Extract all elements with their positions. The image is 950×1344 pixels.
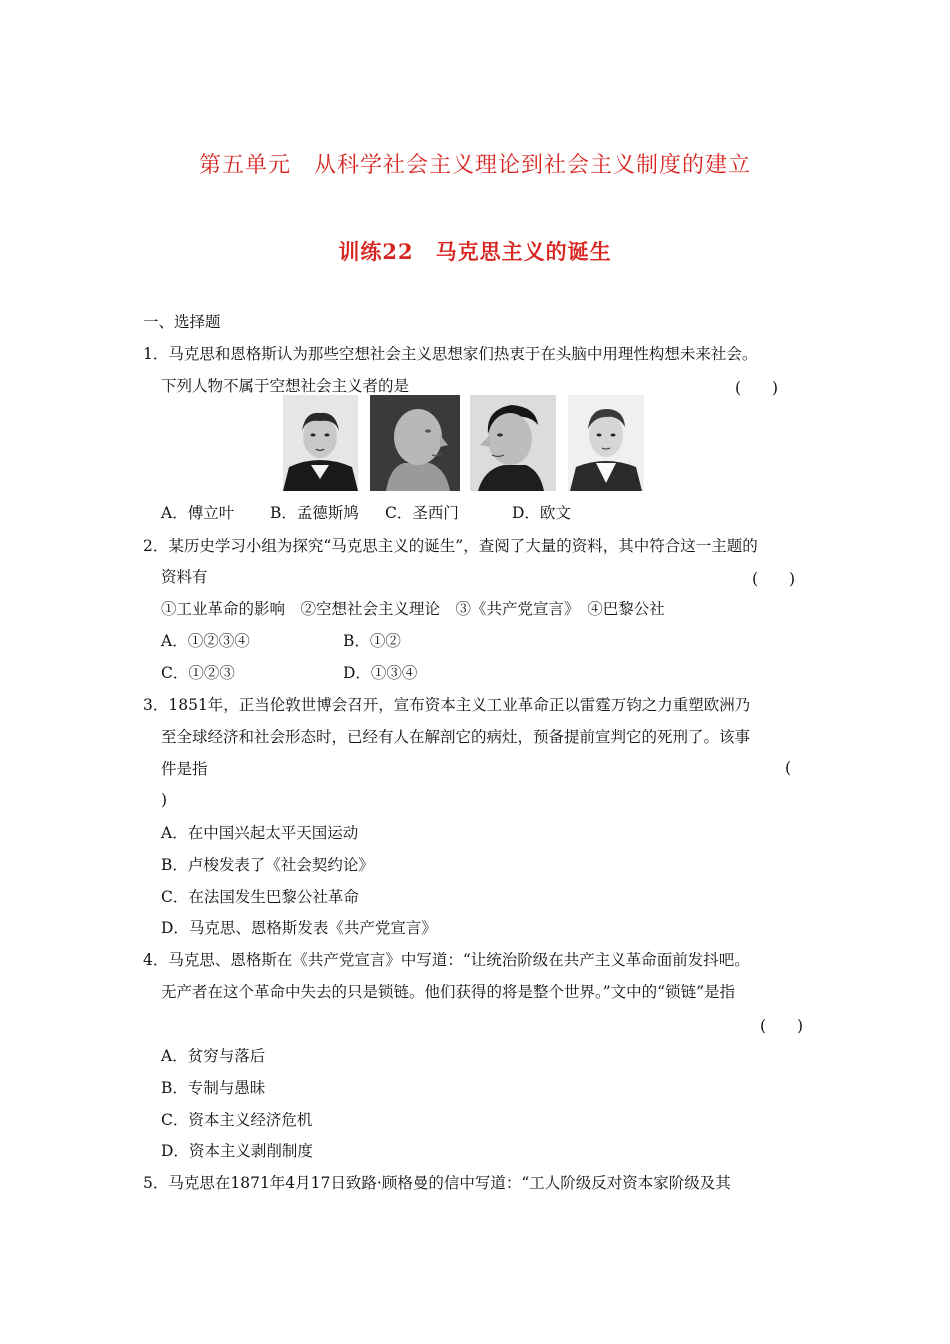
option-d[interactable]: D．①③④ [343, 664, 418, 682]
portrait-1 [283, 395, 358, 491]
option-b[interactable]: B．孟德斯鸠 [270, 504, 359, 522]
question-text: 件是指 [161, 760, 208, 778]
option-b[interactable]: B．卢梭发表了《社会契约论》 [161, 856, 374, 874]
question-text: 下列人物不属于空想社会主义者的是 [161, 377, 410, 395]
question-text: 2．某历史学习小组为探究“马克思主义的诞生”，查阅了大量的资料，其中符合这一主题的 [143, 537, 758, 555]
option-b[interactable]: B．①② [343, 632, 401, 650]
option-a[interactable]: A．贫穷与落后 [161, 1047, 266, 1065]
answer-paren-close: ) [161, 791, 168, 809]
option-c[interactable]: C．①②③ [161, 664, 235, 682]
section-heading: 一、选择题 [143, 313, 221, 331]
option-d[interactable]: D．欧文 [512, 504, 571, 522]
portrait-3 [470, 395, 556, 491]
question-text: 资料有 [161, 568, 208, 586]
option-d[interactable]: D．资本主义剥削制度 [161, 1142, 313, 1160]
answer-paren: ( ) [760, 1017, 804, 1035]
question-text: 1．马克思和恩格斯认为那些空想社会主义思想家们热衷于在头脑中用理性构想未来社会。 [143, 345, 758, 363]
unit-title: 第五单元 从科学社会主义理论到社会主义制度的建立 [198, 153, 751, 178]
question-text: 4．马克思、恩格斯在《共产党宣言》中写道：“让统治阶级在共产主义革命面前发抖吧。 [143, 951, 750, 969]
question-text: 3．1851年，正当伦敦世博会召开，宣布资本主义工业革命正以雷霆万钧之力重塑欧洲乃 [143, 696, 751, 714]
option-c[interactable]: C．圣西门 [385, 504, 459, 522]
option-a[interactable]: A．在中国兴起太平天国运动 [161, 824, 359, 842]
question-text: 至全球经济和社会形态时，已经有人在解剖它的病灶，预备提前宣判它的死刑了。该事 [161, 728, 751, 746]
answer-paren: ( ) [752, 570, 796, 588]
option-a[interactable]: A．①②③④ [161, 632, 250, 650]
option-c[interactable]: C．在法国发生巴黎公社革命 [161, 888, 359, 906]
lesson-title: 训练22 马克思主义的诞生 [338, 239, 612, 264]
answer-paren-open: ( [785, 759, 792, 777]
question-text: 无产者在这个革命中失去的只是锁链。他们获得的将是整个世界。”文中的“锁链”是指 [161, 983, 736, 1001]
option-a[interactable]: A．傅立叶 [161, 504, 235, 522]
option-d[interactable]: D．马克思、恩格斯发表《共产党宣言》 [161, 919, 437, 937]
portrait-2 [370, 395, 460, 491]
portrait-4 [568, 395, 644, 491]
question-items: ①工业革命的影响 ②空想社会主义理论 ③《共产党宣言》 ④巴黎公社 [161, 600, 665, 618]
answer-paren: ( ) [735, 379, 779, 397]
question-text: 5．马克思在1871年4月17日致路·顾格曼的信中写道：“工人阶级反对资本家阶级及其 [143, 1174, 731, 1192]
option-b[interactable]: B．专制与愚昧 [161, 1079, 266, 1097]
option-c[interactable]: C．资本主义经济危机 [161, 1111, 313, 1129]
